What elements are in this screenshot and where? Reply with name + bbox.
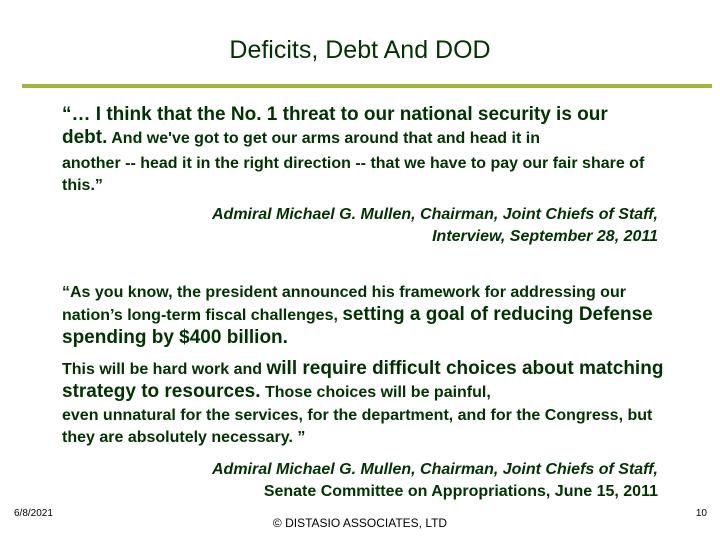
title-divider <box>22 84 712 88</box>
quote2-part2-text: This will be hard work and <box>62 361 267 378</box>
quote2-part3: even unnatural for the services, for the department, and for the Congress, but they are absolutely necessary. ” <box>62 407 653 446</box>
quote1-line2: And we've got to get our arms around that and head it in <box>107 130 540 147</box>
quote2-part2 <box>62 358 672 404</box>
quote1-opening <box>62 104 672 150</box>
quote2-part1-text: “As you know, the president announced his framework for addressing our nation’s long-term fiscal challenges, <box>62 284 626 324</box>
quote2-part1-emphasis: setting a goal of reducing Defense spending by $400 billion. <box>62 304 653 348</box>
quote2-attribution-line2: Senate Committee on Appropriations, June 15, 2011 <box>263 483 658 500</box>
page-number: 10 <box>695 508 707 519</box>
quote1-attribution-line2: Interview, September 28, 2011 <box>432 228 658 245</box>
quote1-attribution <box>98 204 658 248</box>
quote1-line1: “… I think that the No. 1 threat to our national security is our <box>62 104 608 125</box>
quote1-debt: debt. <box>62 127 108 148</box>
quote1-attribution-line1: Admiral Michael G. Mullen, Chairman, Joint Chiefs of Staff, <box>212 206 658 223</box>
slide-date: 6/8/2021 <box>14 508 53 519</box>
quote1-rest: another -- head it in the right direction -- that we have to pay our fair share of this.” <box>62 155 645 194</box>
slide-title: Deficits, Debt And DOD <box>229 36 491 64</box>
quote2-part1 <box>62 282 672 350</box>
copyright-footer: © DISTASIO ASSOCIATES, LTD <box>272 516 448 530</box>
quote2-attribution-line1: Admiral Michael G. Mullen, Chairman, Joint Chiefs of Staff, <box>212 461 658 478</box>
quote2-part2-rest: Those choices will be painful, <box>260 384 491 401</box>
quote2-part2-emphasis: will require difficult choices about matching strategy to resources. <box>62 358 664 402</box>
quote2-attribution <box>98 459 658 503</box>
